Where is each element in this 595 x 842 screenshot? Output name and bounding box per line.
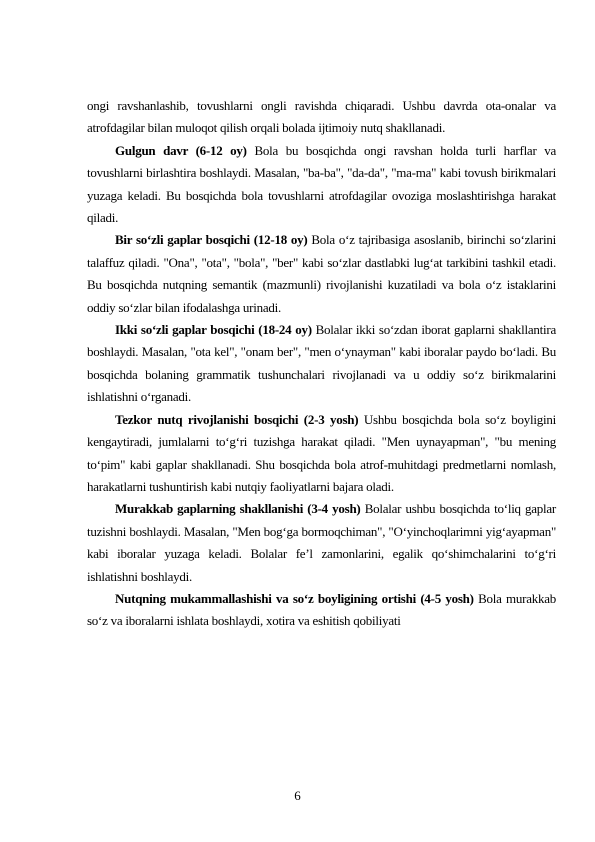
paragraph-heading: Gulgun davr (6-12 oy) xyxy=(115,142,247,158)
paragraph-heading: Murakkab gaplarning shakllanishi (3-4 yosh) xyxy=(115,501,361,517)
paragraph-babbling-stage xyxy=(87,140,556,230)
paragraph-heading: Bir so‘zli gaplar bosqichi (12-18 oy) xyxy=(115,232,308,248)
paragraph-two-word-stage xyxy=(87,319,556,409)
paragraph-speech-perfection-stage xyxy=(87,588,556,633)
paragraph-text: Ushbu bosqichda bola so‘z boyligini kengaytiradi, jumlalarni to‘g‘ri tuzishga harakat qiladi. "Men uynayapman", "bu mening to‘pim" kabi gaplar shakllanadi. Shu bosqichda bola atrof-muhitdagi predmetlarni nomlash, harakatlarni tushuntirish kabi nutqiy faoliyatlarni bajara oladi. xyxy=(87,411,556,494)
paragraph-text: Bola murakkab so‘z va iboralarni ishlata boshlaydi, xotira va eshitish qobiliyati xyxy=(87,590,557,629)
paragraph-rapid-speech-stage xyxy=(87,409,556,499)
body-text xyxy=(87,95,556,633)
paragraph-heading: Nutqning mukammallashishi va so‘z boyligining ortishi (4-5 yosh) xyxy=(115,590,474,606)
paragraph-heading: Ikki so‘zli gaplar bosqichi (18-24 oy) xyxy=(115,322,312,338)
paragraph-text: Bolalar ushbu bosqichda to‘liq gaplar tuzishni boshlaydi. Masalan, "Men bog‘ga bormoqchiman", "O‘yinchoqlarimni yig‘ayapman" kabi iboralar yuzaga keladi. Bolalar fe’l zamonlarini, egalik qo‘shimchalarini to‘g‘ri ishlatishni boshlaydi. xyxy=(87,501,557,584)
paragraph-one-word-stage xyxy=(87,229,556,319)
paragraph-continuation xyxy=(87,95,556,140)
paragraph-text: ongi ravshanlashib, tovushlarni ongli ravishda chiqaradi. Ushbu davrda ota-onalar va atrofdagilar bilan muloqot qilish orqali bolada ijtimoiy nutq shakllanadi. xyxy=(87,98,556,136)
paragraph-text: Bola o‘z tajribasiga asoslanib, birinchi so‘zlarini talaffuz qiladi. "Ona", "ota", "bola", "ber" kabi so‘zlar dastlabki lug‘at tarkibini tashkil etadi. Bu bosqichda nutqning semantik (mazmunli) rivojlanishi kuzatiladi va bola o‘z istaklarini oddiy so‘zlar bilan ifodalashga urinadi. xyxy=(87,232,556,315)
paragraph-heading: Tezkor nutq rivojlanishi bosqichi (2-3 yosh) xyxy=(115,411,359,427)
paragraph-text: Bolalar ikki so‘zdan iborat gaplarni shakllantira boshlaydi. Masalan, "ota kel", "onam ber", "men o‘ynayman" kabi iboralar paydo bo‘ladi. Bu bosqichda bolaning grammatik tushunchalari rivojlanadi va u oddiy so‘z birikmalarini ishlatishni o‘rganadi. xyxy=(87,322,557,405)
paragraph-text: Bola bu bosqichda ongi ravshan holda turli harflar va tovushlarni birlashtira boshlaydi. Masalan, "ba-ba", "da-da", "ma-ma" kabi tovush birikmalari yuzaga keladi. Bu bosqichda bola tovushlarni atrofdagilar ovoziga moslashtirishga harakat qiladi. xyxy=(87,142,556,226)
paragraph-complex-sentences-stage xyxy=(87,498,556,588)
page-number: 6 xyxy=(294,788,301,803)
